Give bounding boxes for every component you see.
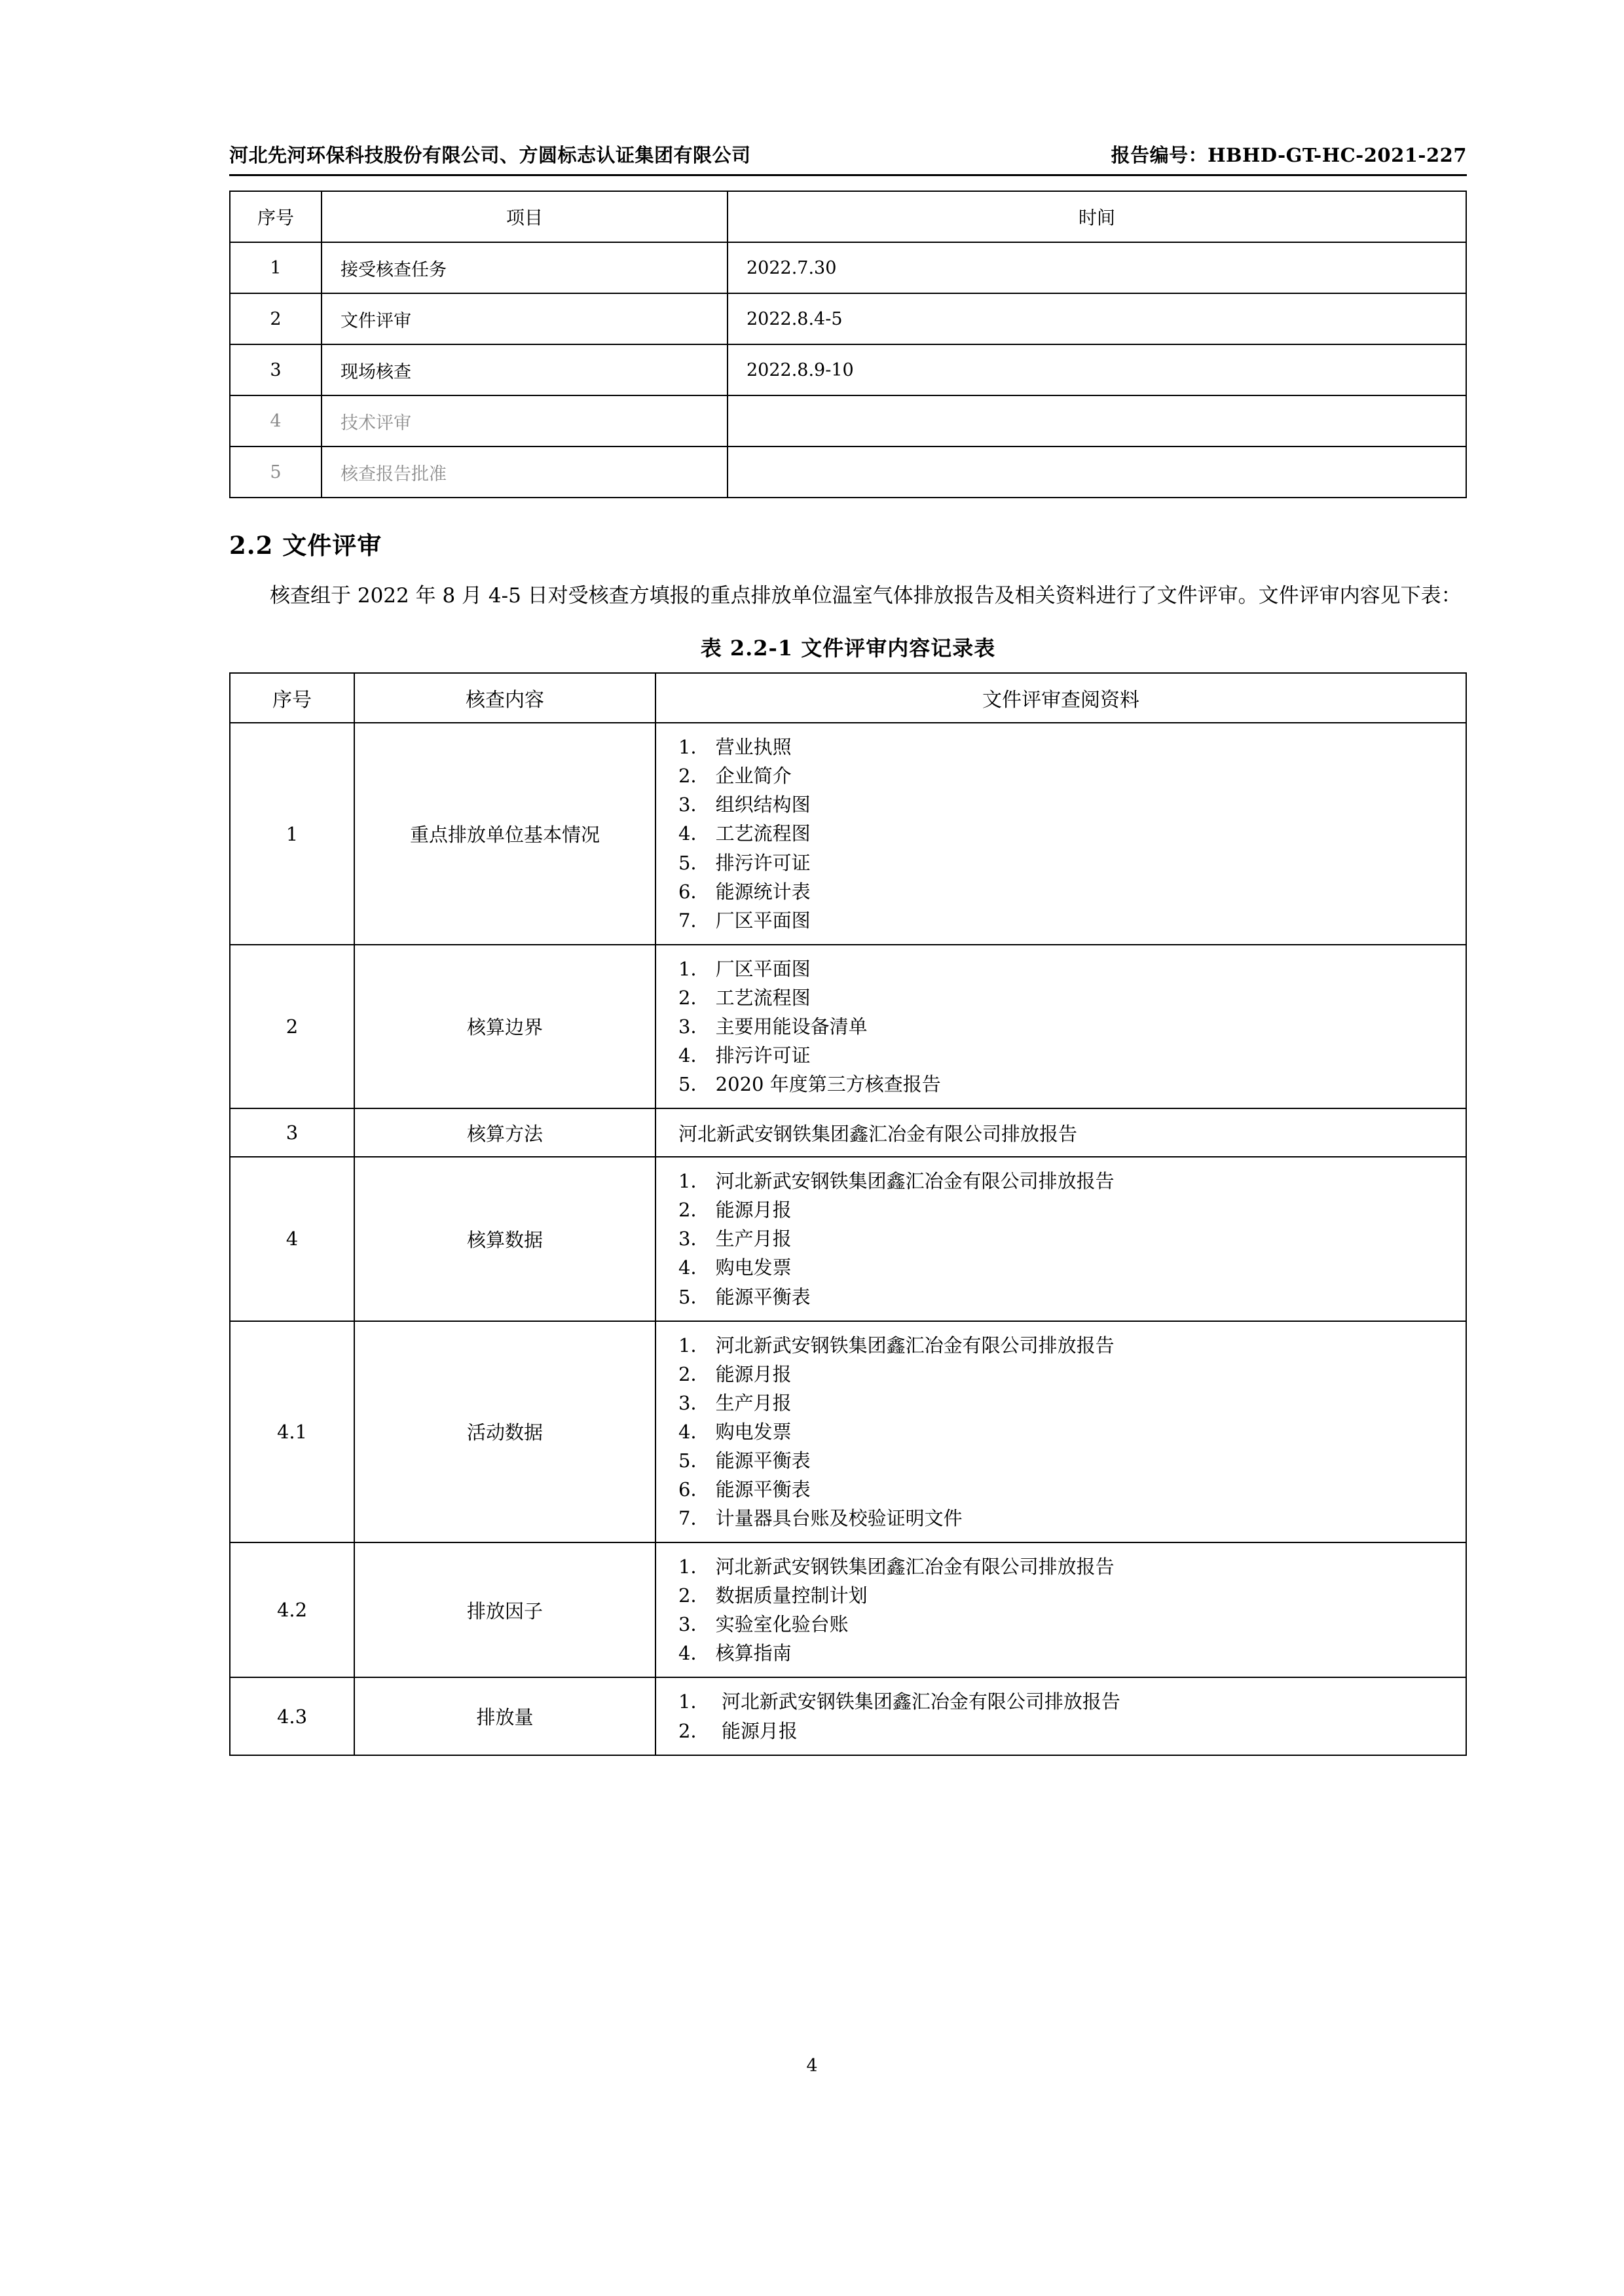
material-item: 6． 能源平衡表 <box>678 1478 811 1501</box>
material-item: 3． 组织结构图 <box>678 793 811 816</box>
material-item: 3． 主要用能设备清单 <box>678 1015 868 1038</box>
row-topic: 核算数据 <box>354 1157 655 1321</box>
row-no: 5 <box>230 446 322 498</box>
material-item: 4． 购电发票 <box>678 1256 792 1279</box>
row-materials: 河北新武安钢铁集团鑫汇冶金有限公司排放报告 <box>655 1108 1466 1157</box>
row-no: 2 <box>230 293 322 344</box>
material-item: 2． 能源月报 <box>678 1719 798 1742</box>
table-header-row <box>230 191 1466 242</box>
row-no: 4.1 <box>230 1321 354 1543</box>
row-materials <box>655 723 1466 945</box>
row-topic: 核算方法 <box>354 1108 655 1157</box>
row-no: 4 <box>230 1157 354 1321</box>
material-item: 1． 河北新武安钢铁集团鑫汇冶金有限公司排放报告 <box>678 1170 1115 1193</box>
row-no: 4.3 <box>230 1677 354 1755</box>
material-item: 1． 河北新武安钢铁集团鑫汇冶金有限公司排放报告 <box>678 1334 1115 1357</box>
table-row <box>230 1321 1466 1543</box>
table-row <box>230 395 1466 446</box>
table-row <box>230 446 1466 498</box>
table-row <box>230 945 1466 1108</box>
material-item: 1． 河北新武安钢铁集团鑫汇冶金有限公司排放报告 <box>678 1556 1115 1578</box>
review-table-caption: 表 2.2-1 文件评审内容记录表 <box>700 636 996 661</box>
page-number: 4 <box>806 2056 818 2076</box>
material-item: 4． 核算指南 <box>678 1642 792 1665</box>
table-row <box>230 1677 1466 1755</box>
row-topic: 活动数据 <box>354 1321 655 1543</box>
col-header-content: 核查内容 <box>354 673 655 723</box>
row-item: 现场核查 <box>322 344 728 395</box>
row-item: 接受核查任务 <box>322 242 728 293</box>
row-time: 2022.7.30 <box>728 242 1466 293</box>
col-header-no: 序号 <box>230 191 322 242</box>
header-report-number <box>1111 141 1467 168</box>
col-header-materials: 文件评审查阅资料 <box>655 673 1466 723</box>
table-header-row <box>230 673 1466 723</box>
table-row <box>230 1542 1466 1677</box>
row-materials <box>655 945 1466 1108</box>
section-paragraph: 核查组于 2022 年 8 月 4-5 日对受核查方填报的重点排放单位温室气体排放报告及相关资料进行了文件评审。文件评审内容见下表： <box>270 584 1462 608</box>
row-no: 3 <box>230 344 322 395</box>
row-materials <box>655 1542 1466 1677</box>
row-materials <box>655 1677 1466 1755</box>
material-item: 2． 企业简介 <box>678 765 792 788</box>
material-item: 7． 厂区平面图 <box>678 909 811 932</box>
material-item: 5． 能源平衡表 <box>678 1449 811 1472</box>
section-heading: 2.2 文件评审 <box>229 531 382 560</box>
row-time: 2022.8.4-5 <box>728 293 1466 344</box>
material-item: 2． 能源月报 <box>678 1362 792 1385</box>
row-materials <box>655 1321 1466 1543</box>
table-row <box>230 1108 1466 1157</box>
material-item: 5． 排污许可证 <box>678 851 811 874</box>
col-header-no: 序号 <box>230 673 354 723</box>
review-table <box>229 672 1467 1755</box>
material-item: 1． 河北新武安钢铁集团鑫汇冶金有限公司排放报告 <box>678 1690 1120 1713</box>
row-item: 核查报告批准 <box>322 446 728 498</box>
material-item: 5． 能源平衡表 <box>678 1285 811 1308</box>
row-materials <box>655 1157 1466 1321</box>
row-no: 1 <box>230 723 354 945</box>
table-row <box>230 1157 1466 1321</box>
col-header-time: 时间 <box>728 191 1466 242</box>
material-item: 5． 2020 年度第三方核查报告 <box>678 1073 941 1096</box>
row-item: 文件评审 <box>322 293 728 344</box>
row-topic: 排放量 <box>354 1677 655 1755</box>
table-row <box>230 723 1466 945</box>
document-header <box>229 141 1467 176</box>
material-item: 3． 生产月报 <box>678 1228 792 1250</box>
material-item: 3． 实验室化验台账 <box>678 1613 849 1636</box>
row-item: 技术评审 <box>322 395 728 446</box>
material-item: 2． 数据质量控制计划 <box>678 1584 868 1607</box>
row-no: 1 <box>230 242 322 293</box>
row-time: 2022.8.9-10 <box>728 344 1466 395</box>
row-topic: 排放因子 <box>354 1542 655 1677</box>
row-time <box>728 395 1466 446</box>
material-item: 6． 能源统计表 <box>678 880 811 903</box>
material-item: 4． 购电发票 <box>678 1420 792 1443</box>
row-no: 2 <box>230 945 354 1108</box>
table-row <box>230 344 1466 395</box>
table-row <box>230 293 1466 344</box>
material-item: 1． 营业执照 <box>678 736 792 759</box>
schedule-table <box>229 191 1467 498</box>
row-topic: 重点排放单位基本情况 <box>354 723 655 945</box>
page-content <box>229 141 1467 1756</box>
material-item: 4． 排污许可证 <box>678 1044 811 1067</box>
report-number-label: 报告编号： <box>1111 144 1208 166</box>
material-item: 2． 工艺流程图 <box>678 986 811 1009</box>
table-row <box>230 242 1466 293</box>
material-item: 3． 生产月报 <box>678 1391 792 1414</box>
material-item: 4． 工艺流程图 <box>678 822 811 845</box>
header-company-names: 河北先河环保科技股份有限公司、方圆标志认证集团有限公司 <box>229 144 751 166</box>
material-item: 1． 厂区平面图 <box>678 957 811 980</box>
row-time <box>728 446 1466 498</box>
row-topic: 核算边界 <box>354 945 655 1108</box>
row-no: 4.2 <box>230 1542 354 1677</box>
report-number-value: HBHD-GT-HC-2021-227 <box>1208 144 1467 166</box>
col-header-item: 项目 <box>322 191 728 242</box>
row-no: 4 <box>230 395 322 446</box>
material-item: 2． 能源月报 <box>678 1199 792 1222</box>
row-no: 3 <box>230 1108 354 1157</box>
material-item: 7． 计量器具台账及校验证明文件 <box>678 1507 963 1530</box>
